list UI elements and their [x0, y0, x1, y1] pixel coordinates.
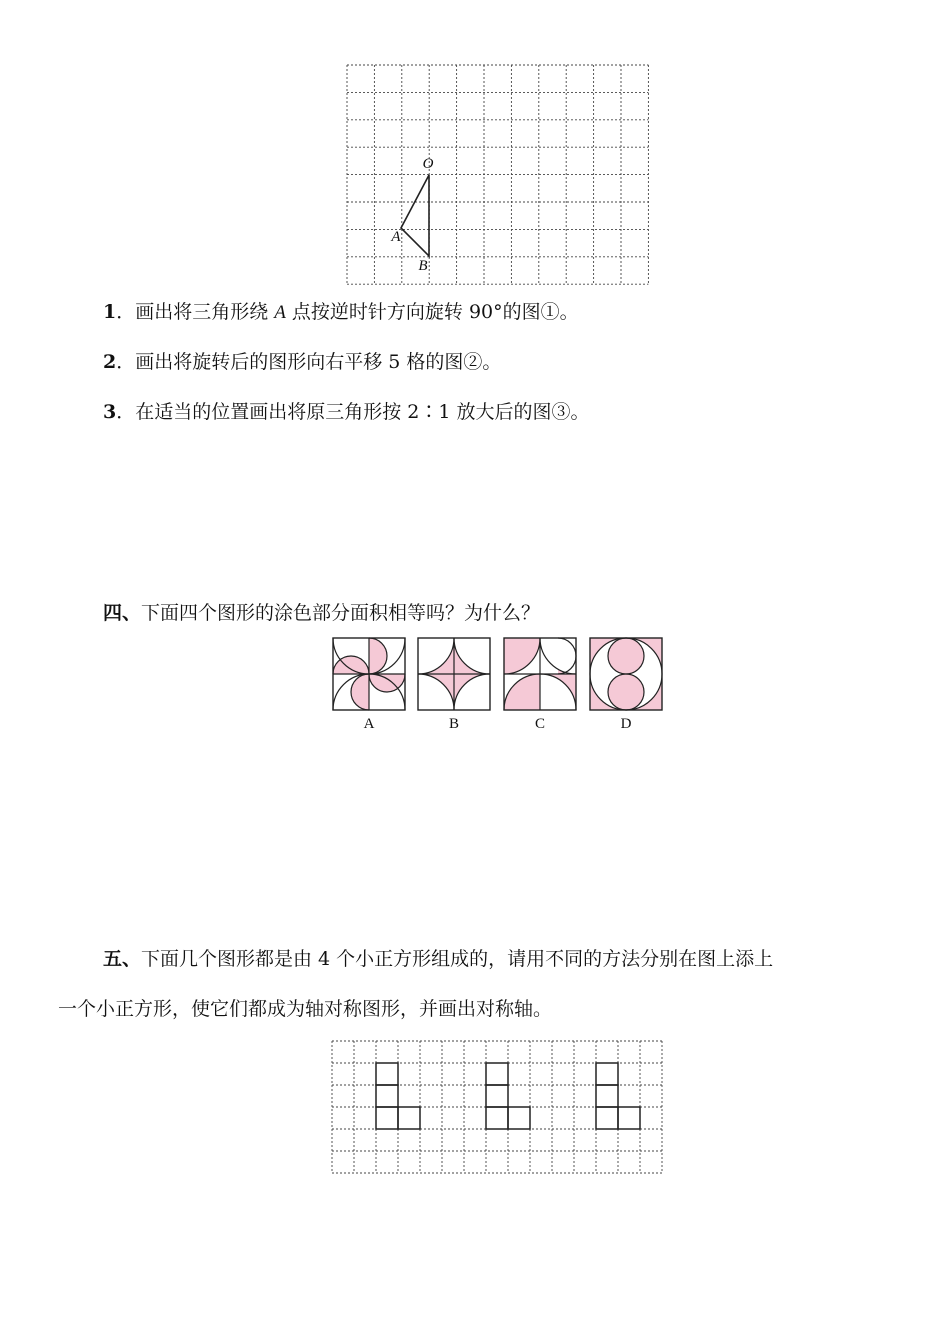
point-label-b: B [418, 258, 428, 274]
question-text: ．在适当的位置画出将原三角形按 2∶1 放大后的图③。 [116, 401, 590, 423]
l-shape-square [398, 1107, 420, 1129]
question-text-pre: ．画出将三角形绕 [116, 301, 275, 323]
figure-label-a: A [363, 716, 375, 732]
section-number: 四、 [103, 602, 142, 624]
question-number: 1 [103, 301, 117, 323]
figure-label-b: B [448, 716, 459, 732]
l-shape-square [376, 1107, 398, 1129]
l-shape-square [508, 1107, 530, 1129]
question-text-post: 点按逆时针方向旋转 90°的图①。 [285, 301, 579, 323]
figure-label-c: C [534, 716, 545, 732]
l-shape-square [486, 1085, 508, 1107]
question-variable: A [274, 302, 286, 323]
l-shape-square [376, 1063, 398, 1085]
section-text-line1: 下面几个图形都是由 4 个小正方形组成的，请用不同的方法分别在图上添上 [141, 948, 774, 970]
l-shape-square [596, 1085, 618, 1107]
question-number: 3 [103, 401, 117, 423]
l-shape-square [376, 1085, 398, 1107]
point-label-a: A [391, 229, 401, 245]
figure-label-d: D [620, 716, 632, 732]
question-text: ．画出将旋转后的图形向右平移 5 格的图②。 [116, 351, 502, 373]
section-5-line2: 一个小正方形，使它们都成为轴对称图形，并画出对称轴。 [58, 998, 553, 1020]
l-shape-square [618, 1107, 640, 1129]
question-number: 2 [103, 351, 117, 373]
l-shape-square [486, 1063, 508, 1085]
l-shape-square [596, 1063, 618, 1085]
l-shape-square [486, 1107, 508, 1129]
l-shape-square [596, 1107, 618, 1129]
section-text: 下面四个图形的涂色部分面积相等吗？为什么？ [141, 602, 541, 624]
point-label-o: O [422, 156, 434, 172]
section-number: 五、 [103, 948, 142, 970]
